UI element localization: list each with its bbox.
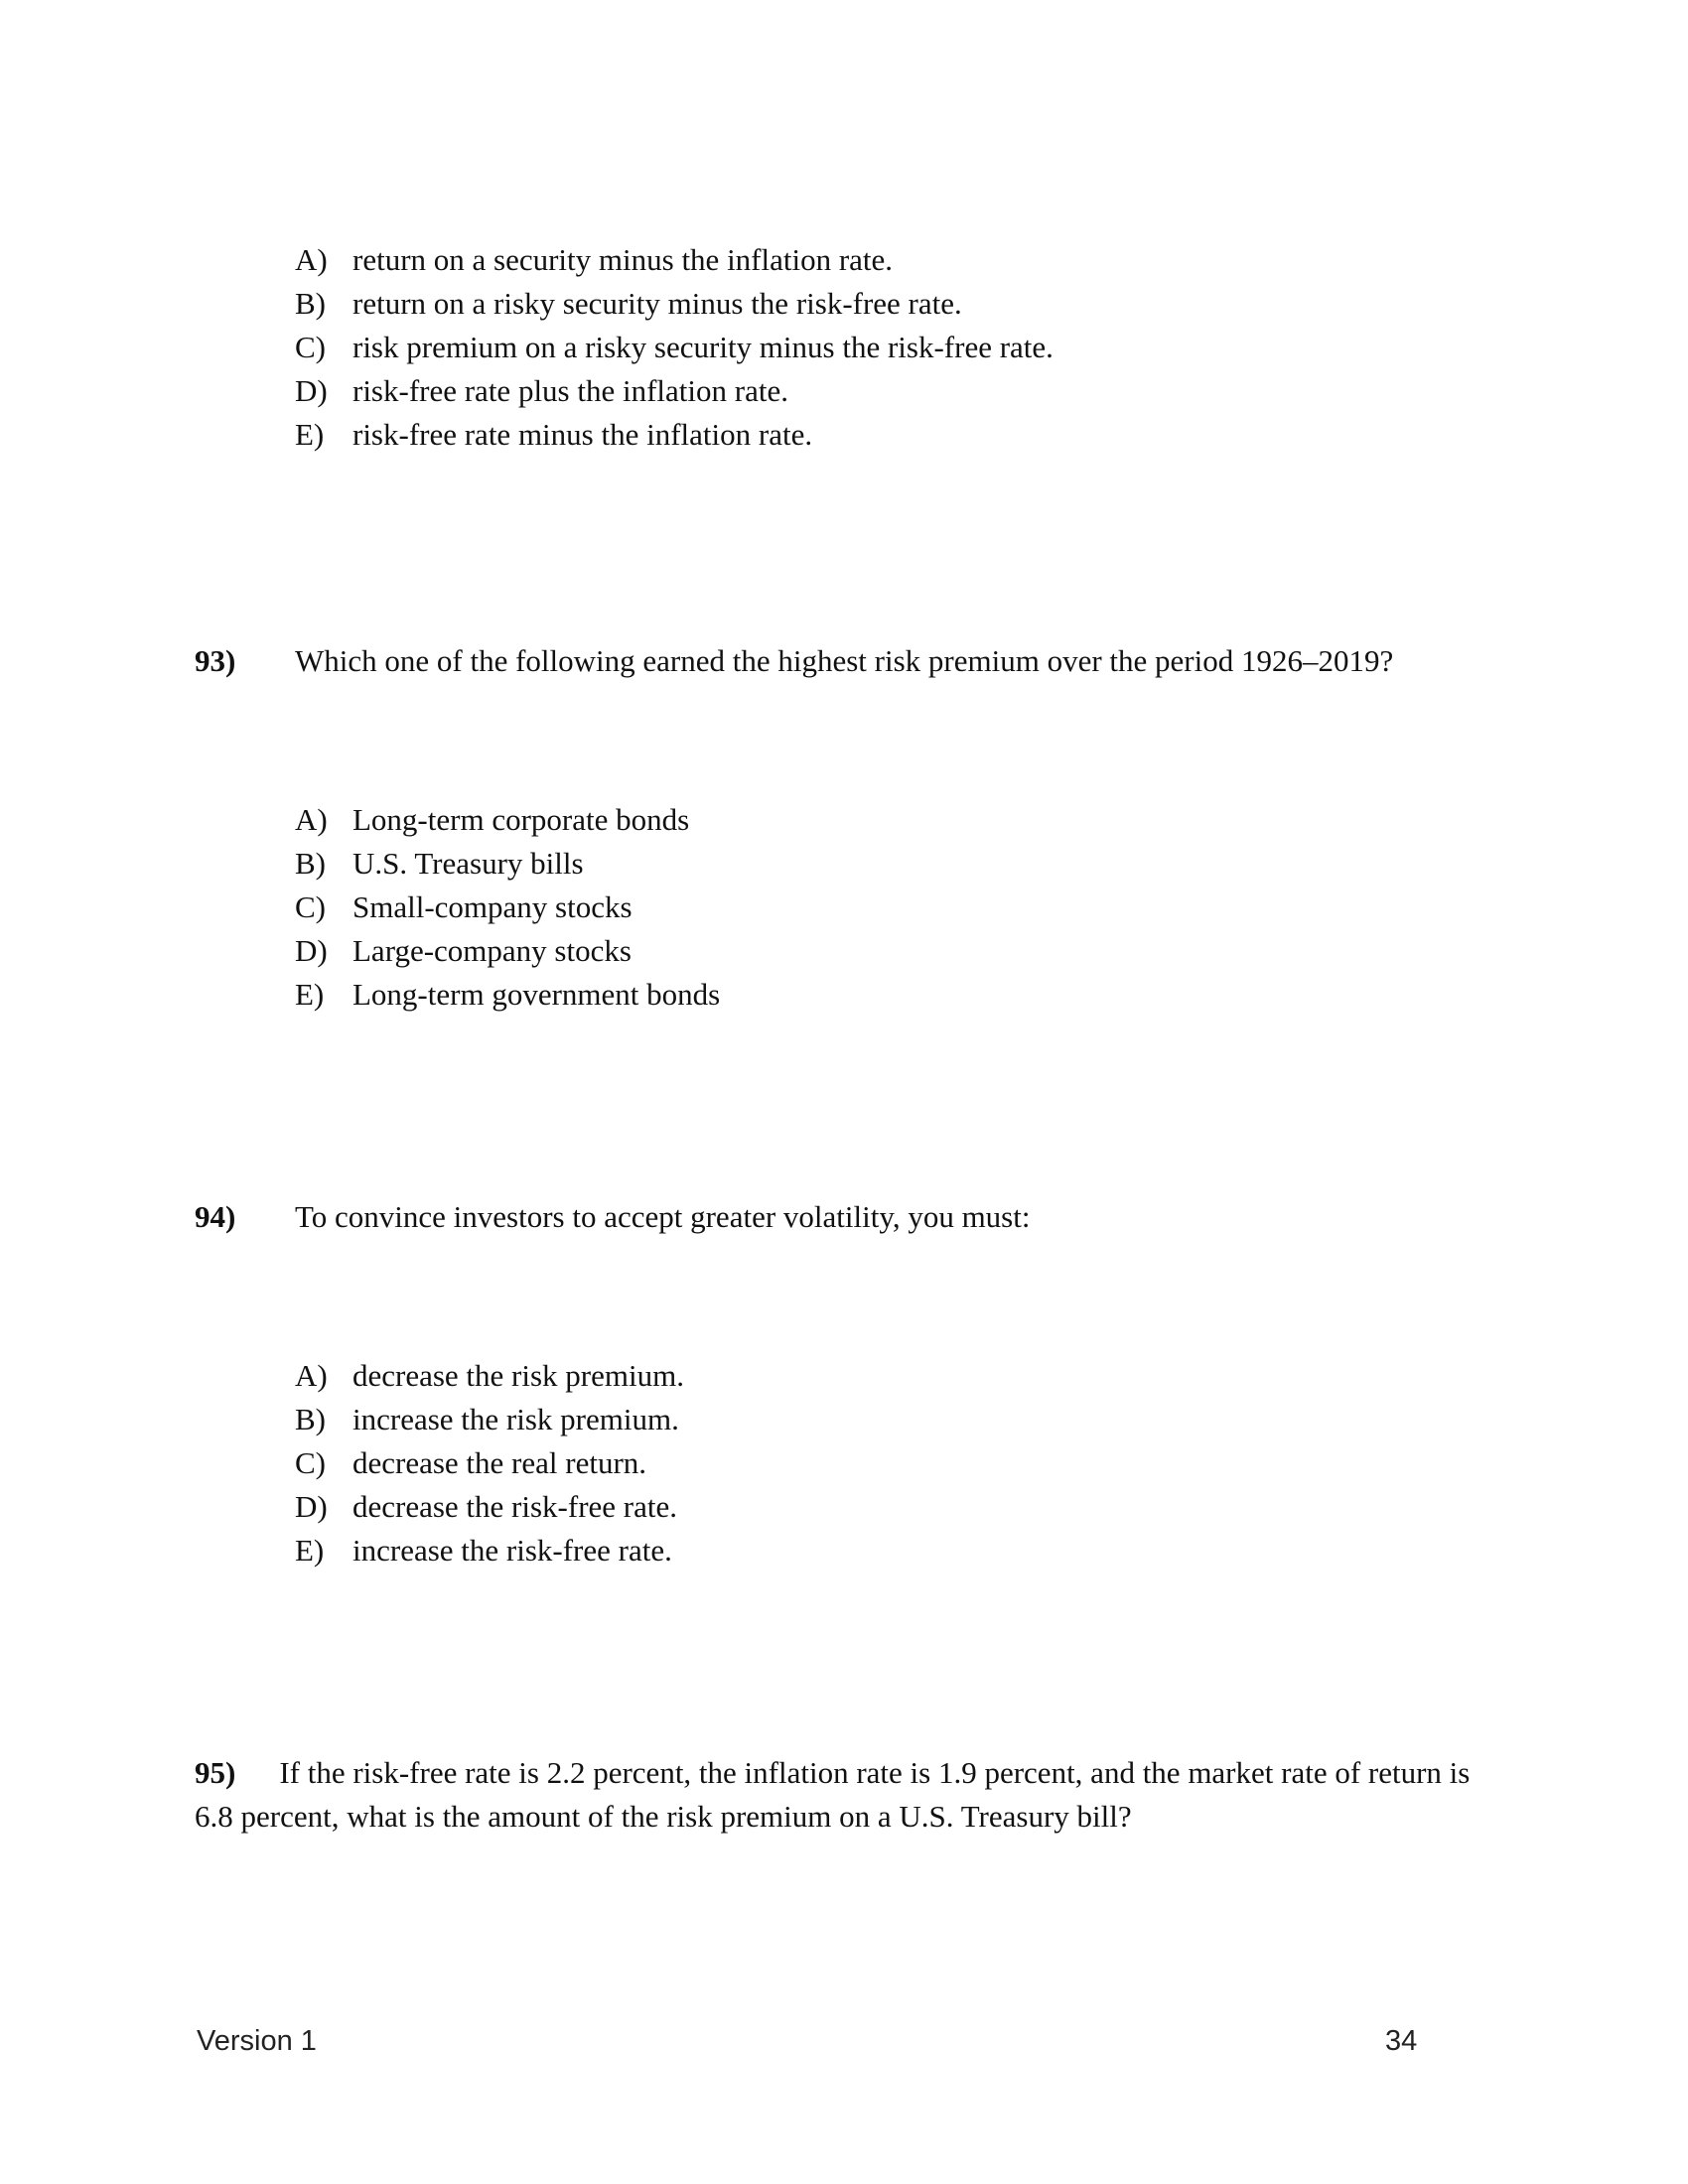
q92-option-a: A) return on a security minus the inflation rate. — [295, 242, 894, 277]
q95-number: 95) — [195, 1755, 236, 1790]
q92-option-e: E) risk-free rate minus the inflation rate. — [295, 417, 813, 452]
q93-option-e: E) Long-term government bonds — [295, 977, 721, 1012]
q93-option-b: B) U.S. Treasury bills — [295, 846, 584, 881]
q92-option-c: C) risk premium on a risky security minus the risk-free rate. — [295, 330, 1054, 364]
q94-option-d: D) decrease the risk-free rate. — [295, 1489, 677, 1524]
q93-options — [295, 798, 720, 1017]
footer-version: Version 1 — [197, 2025, 317, 2057]
q93-number: 93) — [195, 643, 236, 678]
q94-option-c: C) decrease the real return. — [295, 1445, 647, 1480]
q93-text: Which one of the following earned the highest risk premium over the period 1926–2019? — [295, 643, 1394, 678]
q94-number: 94) — [195, 1199, 236, 1234]
q94-option-a: A) decrease the risk premium. — [295, 1358, 684, 1393]
q94-option-e: E) increase the risk-free rate. — [295, 1533, 672, 1568]
q94-text: To convince investors to accept greater volatility, you must: — [295, 1199, 1031, 1234]
q92-option-b: B) return on a risky security minus the risk-free rate. — [295, 286, 962, 321]
q92-option-d: D) risk-free rate plus the inflation rate. — [295, 373, 788, 408]
q95-stem — [195, 1751, 1485, 1839]
footer-page-number: 34 — [1385, 2025, 1418, 2057]
q93-option-c: C) Small-company stocks — [295, 889, 633, 924]
q92-options — [295, 238, 1054, 457]
q93-option-a: A) Long-term corporate bonds — [295, 802, 690, 837]
q93-option-d: D) Large-company stocks — [295, 933, 632, 968]
q94-options — [295, 1354, 684, 1572]
q94-option-b: B) increase the risk premium. — [295, 1402, 679, 1436]
q95-text: If the risk-free rate is 2.2 percent, the inflation rate is 1.9 percent, and the market rate of return is 6.8 percent, what is the amount of the risk premium on a U.S. Treasury bill? — [195, 1755, 1471, 1834]
